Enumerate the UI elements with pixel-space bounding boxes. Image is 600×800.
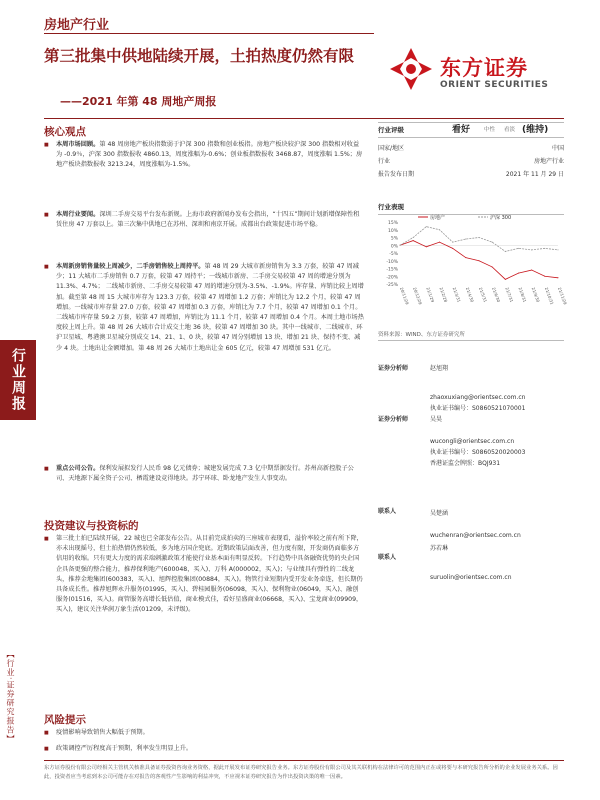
rating-neg: 看淡 <box>504 127 516 133</box>
series-point <box>439 229 440 230</box>
bullet-sales <box>44 262 364 462</box>
y-tick-label: -10% <box>386 259 398 265</box>
x-tick-label: 21/7/31 <box>504 286 515 303</box>
series-line-0 <box>400 241 558 280</box>
bullet-market <box>44 140 364 206</box>
x-tick-label: 21/1/29 <box>425 286 436 303</box>
series-point <box>505 251 506 252</box>
contact-name: 苏若琳 <box>430 545 449 552</box>
contact-email: wuchenran@orientsec.com.cn <box>430 532 521 539</box>
bullet-lead: 重点公司公告。 <box>56 465 100 472</box>
x-tick-label: 21/9/30 <box>530 286 541 303</box>
bullet-company <box>44 464 364 512</box>
series-point <box>558 249 559 250</box>
rating-row-date: 报告发布日期 2021 年 11 月 29 日 <box>378 171 564 178</box>
series-point <box>531 270 532 271</box>
y-tick-label: 10% <box>387 228 398 234</box>
series-point <box>465 239 466 240</box>
x-tick-label: 21/6/30 <box>491 286 502 303</box>
series-point <box>518 273 519 274</box>
x-tick-label: 21/3/31 <box>451 286 462 303</box>
series-point <box>505 279 506 280</box>
sector-label: 房地产行业 <box>44 18 110 33</box>
sidebar-vertical-note: 【行业·证券研究报告】 <box>6 650 15 744</box>
logo-text-cn: 东方证券 <box>440 56 528 80</box>
x-tick-label: 21/11/29 <box>557 286 568 306</box>
series-point <box>479 237 480 238</box>
contact-role: 联系人 <box>378 554 397 561</box>
risk-item: ■ 疫情影响导致销售大幅低于预期。 <box>44 728 364 739</box>
invest-text: ■ 第三批土拍已陆续开展，22 城也已全部发布公告。从目前完成拍卖的三座城市表现看，溢价率较之前有所下降，亦未出现摇号，但土拍热情仍然较低，多为地方国企兜底。近期政策层面改善，但力度有限，开发商仍面临多方信用的收缩。只有更大力度的需求端刺激政策才能使行业基本面有明显反转。下行趋势中具备融资优势的央企国企具备更强的整合能力，推荐保利地产(600048，买入)、万科 A(000002，买入)；与业绩具有弹性的二线龙头，推荐金地集团(600383，买入)、旭辉控股集团(00884，买入)。物管行业短期内受开发业务牵连，但长期仍具备成长性。推荐旭辉永升服务(01995，买入)、碧桂园服务(06098，买入)、保利物业(06049，买入)、融创服务(01516，买入)。商管服务高增长低估值，商业模式佳，看好星盛商业(06668，买入)、宝龙商业(09909，买入)，建议关注华润万象生活(01209，未评级)。 <box>44 534 364 714</box>
series-point <box>531 249 532 250</box>
series-point <box>544 248 545 249</box>
y-tick-label: 5% <box>390 236 398 242</box>
contact-name: 吴楚涵 <box>430 510 449 517</box>
analyst-email: zhaoxuxiang@orientsec.com.cn <box>430 394 526 401</box>
analyst-name: 吴昊 <box>430 416 443 423</box>
analyst-hk: 香港证监会牌照：BQJ931 <box>430 460 501 467</box>
series-point <box>413 237 414 238</box>
y-tick-label: 15% <box>387 221 398 226</box>
risk-heading: 风险提示 <box>44 714 86 726</box>
y-tick-label: -20% <box>386 275 398 281</box>
series-point <box>492 242 493 243</box>
chart-source: 资料来源：WIND、东方证券研究所 <box>378 332 465 338</box>
invest-heading: 投资建议与投资标的 <box>44 520 139 532</box>
series-point <box>426 246 427 247</box>
series-point <box>426 226 427 227</box>
contact-role: 联系人 <box>378 508 397 515</box>
series-point <box>439 242 440 243</box>
y-tick-label: 0% <box>390 244 398 250</box>
analyst-cert: 执业证书编号：S0860520020003 <box>430 449 526 456</box>
series-point <box>465 257 466 258</box>
x-tick-label: 21/4/30 <box>464 286 475 303</box>
footer-disclaimer: 东方证券股份有限公司经相关主管机关核准具备证券投资咨询业务资格，据此开展发布证券研究报告业务。东方证券股份有限公司及其关联机构在法律许可的范围内正在或将要与本研究报告所分析的企业发展业务关系。因此，投资者应当考虑到本公司可能存在对报告的客观性产生影响的利益冲突，不应视本证券研究报告为作出投资决策的唯一因素。 <box>44 765 558 780</box>
series-point <box>452 242 453 243</box>
x-tick-label: 20/11/29 <box>399 286 410 306</box>
bullet-text: 第 48 周 29 大城市新房销售为 3.3 万套，较第 47 周减少；11 大城市二手房销售 0.7 万套，较第 47 周持平；一线城市新房、二手房交易较第 47 周的增速分别为 11.3%、4.7%； 二线城市新房、二手房交易较第 47 周的增速分别为-3.5%、-1.9%。库存量、库销比较上周增加。截至第 48 周 15 大城市库存为 123.3 万套，较第 47 周增加 1.2 万套；库销比为 12.2 个月，较第 47 周增加。一线城市库存量 27.0 万套，较第 47 周增加 0.3 万套，库销比为 7.7 个月，较第 47 周增加 0.1 个月。二线城市库存量 59.2 万套，较第 47 周增加，库销比为 11.1 个月，较第 47 周增加 0.4 个月。本周土地市场热度较上周上升。第 48 周 26 大城市合计成交土地 36 块，较第 47 周增加 30 块。其中一线城市、二线城市、环沪卫星城、粤港澳卫星城分别成交 14、21、1、0 块，较第 47 周分别增加 13 块、增加 21 块、保持不变、减少 4 块。土地出让金额增加。第 48 周 26 大城市土地出让金 605 亿元，较第 47 周增加 531 亿元。 <box>56 263 364 352</box>
sidebar-tag: 行业周报 <box>0 340 36 420</box>
core-heading: 核心观点 <box>44 126 86 138</box>
chart-title: 行业表现 <box>378 203 404 211</box>
analyst-role: 证券分析师 <box>378 365 409 372</box>
series-point <box>544 276 545 277</box>
series-point <box>518 248 519 249</box>
legend-label: 房地产 <box>430 215 446 221</box>
rating-label: 行业评级 <box>378 126 404 134</box>
report-title: 第三批集中供地陆续开展，土拍热度仍然有限 <box>44 47 355 65</box>
y-tick-label: -25% <box>386 283 398 288</box>
report-subtitle: ——2021 年第 48 周地产周报 <box>60 95 217 108</box>
performance-chart <box>378 212 568 322</box>
rating-value: 看好 <box>452 125 471 135</box>
bullet-text: 深圳二手房交易平台发布新规。上海市政府新闻办发布会指出，“十四五”期间计划新增保障性租赁住房 47 万套以上。第三次集中供地已在苏州、深圳和南京开展。成都出台政策促进市场平稳。 <box>56 211 360 229</box>
x-tick-label: 20/12/29 <box>412 286 424 306</box>
contact-email: suruolin@orientsec.com.cn <box>430 574 512 581</box>
series-point <box>452 248 453 249</box>
series-point <box>413 240 414 241</box>
analyst-role: 证券分析师 <box>378 416 409 423</box>
legend-label: 沪深 300 <box>490 215 512 221</box>
series-point <box>479 260 480 261</box>
analyst-name: 赵旭翔 <box>430 365 449 372</box>
logo-text-en: ORIENT SECURITIES <box>440 80 549 90</box>
bullet-text: 第 48 周房地产板块指数弱于沪深 300 指数和创业板指。房地产板块较沪深 300 指数相对收益为 -0.9％，沪深 300 指数报收 4860.13，周度涨幅为-0.6%；创业板指数报收 3468.87，周度涨幅 1.5%；房地产板块指数报收 3213.24，周度涨幅为-1.5%。 <box>56 141 363 169</box>
y-tick-label: -5% <box>389 252 398 257</box>
series-point <box>492 266 493 267</box>
rating-mid: 中性 <box>484 127 496 133</box>
section-rule <box>44 118 564 119</box>
bullet-text: 保利发展拟发行人民币 98 亿元债券；城建发展完成 7.3 亿中期票据发行。苏州高新控股子公司、天地源下属全资子公司、栖霞建设竞得地块。苏宁环球、卧龙地产发生人事变动。 <box>56 465 354 483</box>
series-point <box>400 245 401 246</box>
analyst-email: wucongli@orientsec.com.cn <box>430 438 515 445</box>
footer-rule <box>44 760 564 761</box>
risk-item: ■ 政策调控严厉程度高于预期，利率发生明显上升。 <box>44 744 364 755</box>
bullet-lead: 本周市场回顾。 <box>56 141 100 148</box>
series-point <box>558 277 559 278</box>
rating-rule <box>378 137 564 138</box>
rating-row-industry: 行业 房地产行业 <box>378 158 564 165</box>
header-rule <box>44 33 374 34</box>
rating-row-country: 国家/地区 中国 <box>378 145 564 152</box>
orient-logo-icon <box>388 46 434 92</box>
bullet-lead: 本周行业要闻。 <box>56 211 100 218</box>
analyst-cert: 执业证书编号：S0860521070001 <box>430 405 526 412</box>
x-tick-label: 21/8/31 <box>517 286 528 303</box>
rating-status: (维持) <box>522 125 549 135</box>
series-line-1 <box>400 227 558 252</box>
x-tick-label: 21/10/31 <box>543 286 555 306</box>
bullet-news <box>44 210 364 258</box>
chart-rule-bottom <box>378 340 564 341</box>
x-tick-label: 21/5/31 <box>478 286 489 303</box>
bullet-lead: 本周新房销售量较上周减少，二手房销售较上周持平。 <box>56 263 205 270</box>
y-tick-label: -15% <box>386 267 398 273</box>
x-tick-label: 21/2/28 <box>438 286 449 303</box>
